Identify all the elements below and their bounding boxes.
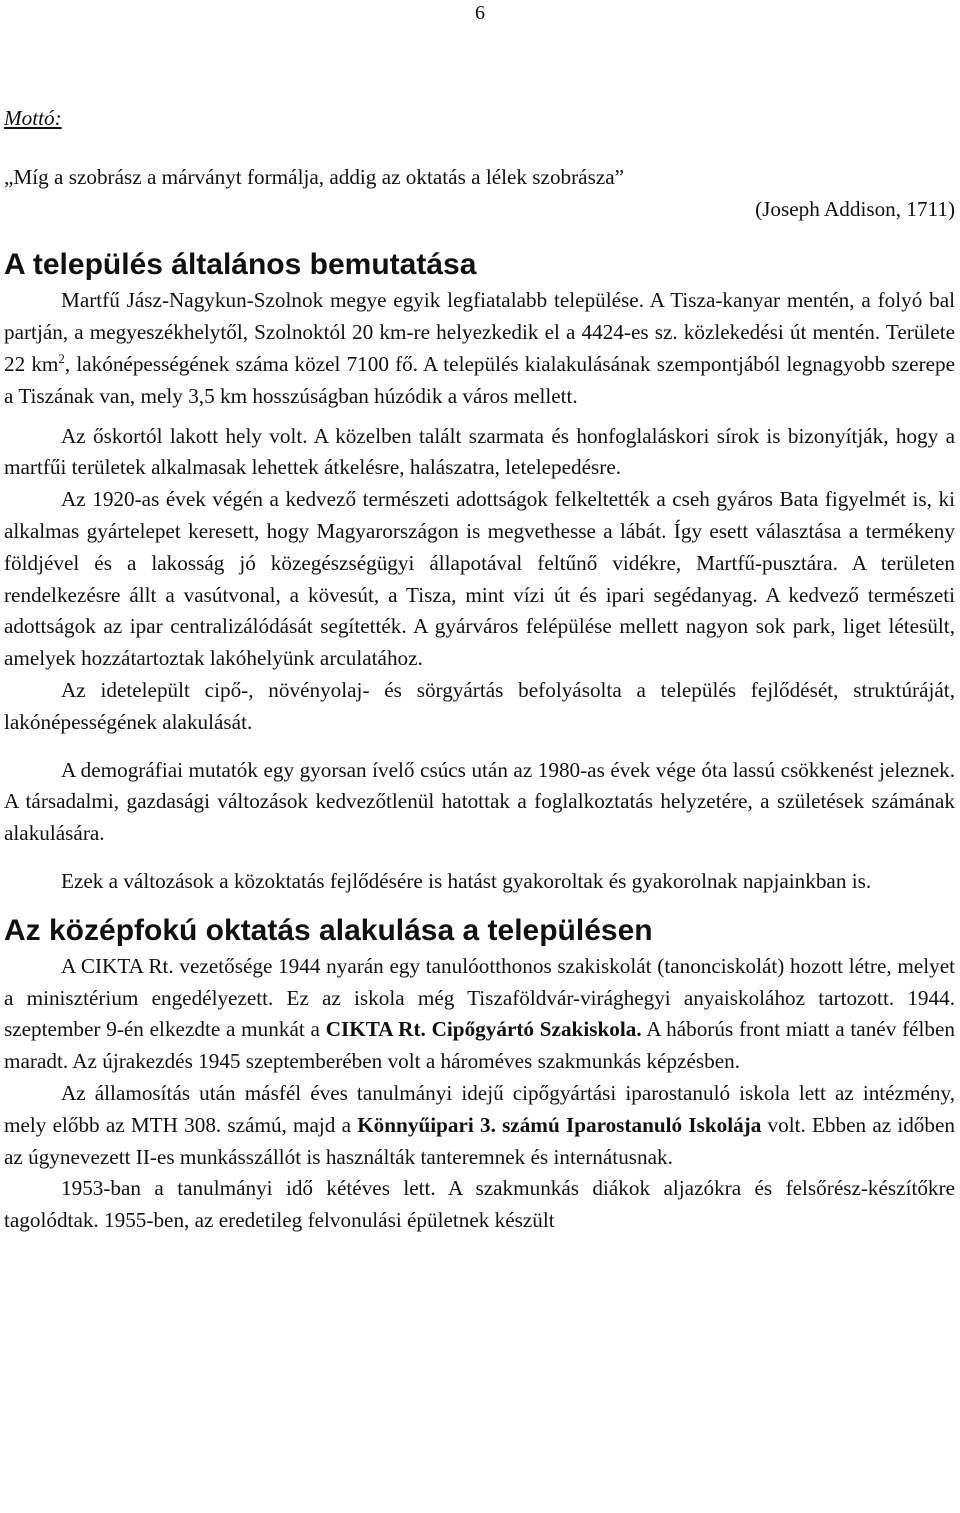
- document-body: [4, 103, 955, 1237]
- bold-school-name: Könnyűipari 3. számú Iparostanuló Iskolája: [357, 1112, 762, 1137]
- paragraph-text: A háborús front miatt a tanév félben maradt. Az újrakezdés 1945 szeptemberében volt a hároméves szakmunkás képzésben.: [4, 1017, 956, 1074]
- paragraph-1953: 1953-ban a tanulmányi idő kétéves lett. A szakmunkás diákok aljazókra és felsőrész-készítőkre tagolódtak. 1955-ben, az eredetileg felvonulási épületnek készült: [4, 1176, 955, 1233]
- paragraph-bata: Az 1920-as évek végén a kedvező természeti adottságok felkeltették a cseh gyáros Bata figyelmét is, ki alkalmas gyártelepet keresett, hogy Magyarországon is megvethesse a lábát. Így esett választása a termékeny földjével és a lakosság jó közegészségügyi állapotával feltűnő vidékre, Martfű-pusztára. A területen rendelkezésre állt a vasútvonal, a kövesút, a Tisza, mint vízi út és ipari segédanyag. A kedvező természeti adottságok az ipar centralizálódását segítették. A gyárváros felépülése mellett nagyon sok park, liget létesült, amelyek hozzátartoztak lakóhelyünk arculatához.: [4, 487, 955, 671]
- paragraph-text: A CIKTA Rt. vezetősége 1944 nyarán egy tanulóotthonos szakiskolát (tanonciskolát) hozott létre, melyet a minisztérium engedélyezett. Ez az iskola még Tiszaföldvár-virághegyi anyaiskolához tartozott. 1944. szeptember 9-én elkezdte a munkát a: [4, 953, 955, 1042]
- paragraph-text: volt. Ebben az időben az úgynevezett II-es munkásszállót is használták tanteremnek és internátusnak.: [4, 1112, 955, 1169]
- paragraph-prehistory: Az őskortól lakott hely volt. A közelben talált szarmata és honfoglaláskori sírok is bizonyítják, hogy a martfűi területek alkalmasak lehettek átkelésre, halászatra, letelepedésre.: [4, 423, 955, 480]
- section-heading-town: A település általános bemutatása: [4, 248, 477, 282]
- paragraph-nationalization: [4, 1078, 955, 1173]
- superscript: 2: [58, 350, 65, 366]
- motto-quote: „Míg a szobrász a márványt formálja, addig az oktatás a lélek szobrásza”: [4, 164, 625, 189]
- bold-school-name: CIKTA Rt. Cipőgyártó Szakiskola.: [325, 1017, 642, 1042]
- paragraph-text: Az államosítás után másfél éves tanulmányi idejű cipőgyártási iparostanuló iskola lett az intézmény, mely előbb az MTH 308. számú, majd a: [4, 1080, 955, 1137]
- paragraph-cikta: [4, 951, 955, 1078]
- paragraph-town-intro: [4, 285, 955, 412]
- motto-source: (Joseph Addison, 1711): [755, 196, 955, 221]
- paragraph-industry: Az idetelepült cipő-, növényolaj- és sörgyártás befolyásolta a település fejlődését, struktúráját, lakónépességének alakulását.: [4, 677, 955, 734]
- paragraph-demography: A demográfiai mutatók egy gyorsan ívelő csúcs után az 1980-as évek vége óta lassú csökkenést jeleznek. A társadalmi, gazdasági változások kedvezőtlenül hatottak a foglalkoztatás helyzetére, a születések számának alakulására.: [4, 757, 955, 846]
- page-number: 6: [475, 2, 485, 24]
- paragraph-text: , lakónépességének száma közel 7100 fő. A település kialakulásának szempontjából legnagyobb szerepe a Tiszának van, mely 3,5 km hosszúságban húzódik a város mellett.: [4, 351, 956, 408]
- paragraph-text: Martfű Jász-Nagykun-Szolnok megye egyik legfiatalabb települése. A Tisza-kanyar mentén, a folyó bal partján, a megyeszékhelytől, Szolnoktól 20 km-re helyezkedik el a 4424-es sz. közlekedési út mentén. Területe 22 km: [4, 288, 955, 376]
- section-heading-education: Az középfokú oktatás alakulása a településen: [4, 913, 653, 947]
- motto-label: Mottó:: [4, 106, 62, 130]
- paragraph-changes: Ezek a változások a közoktatás fejlődésére is hatást gyakoroltak és gyakorolnak napjainkban is.: [61, 868, 872, 893]
